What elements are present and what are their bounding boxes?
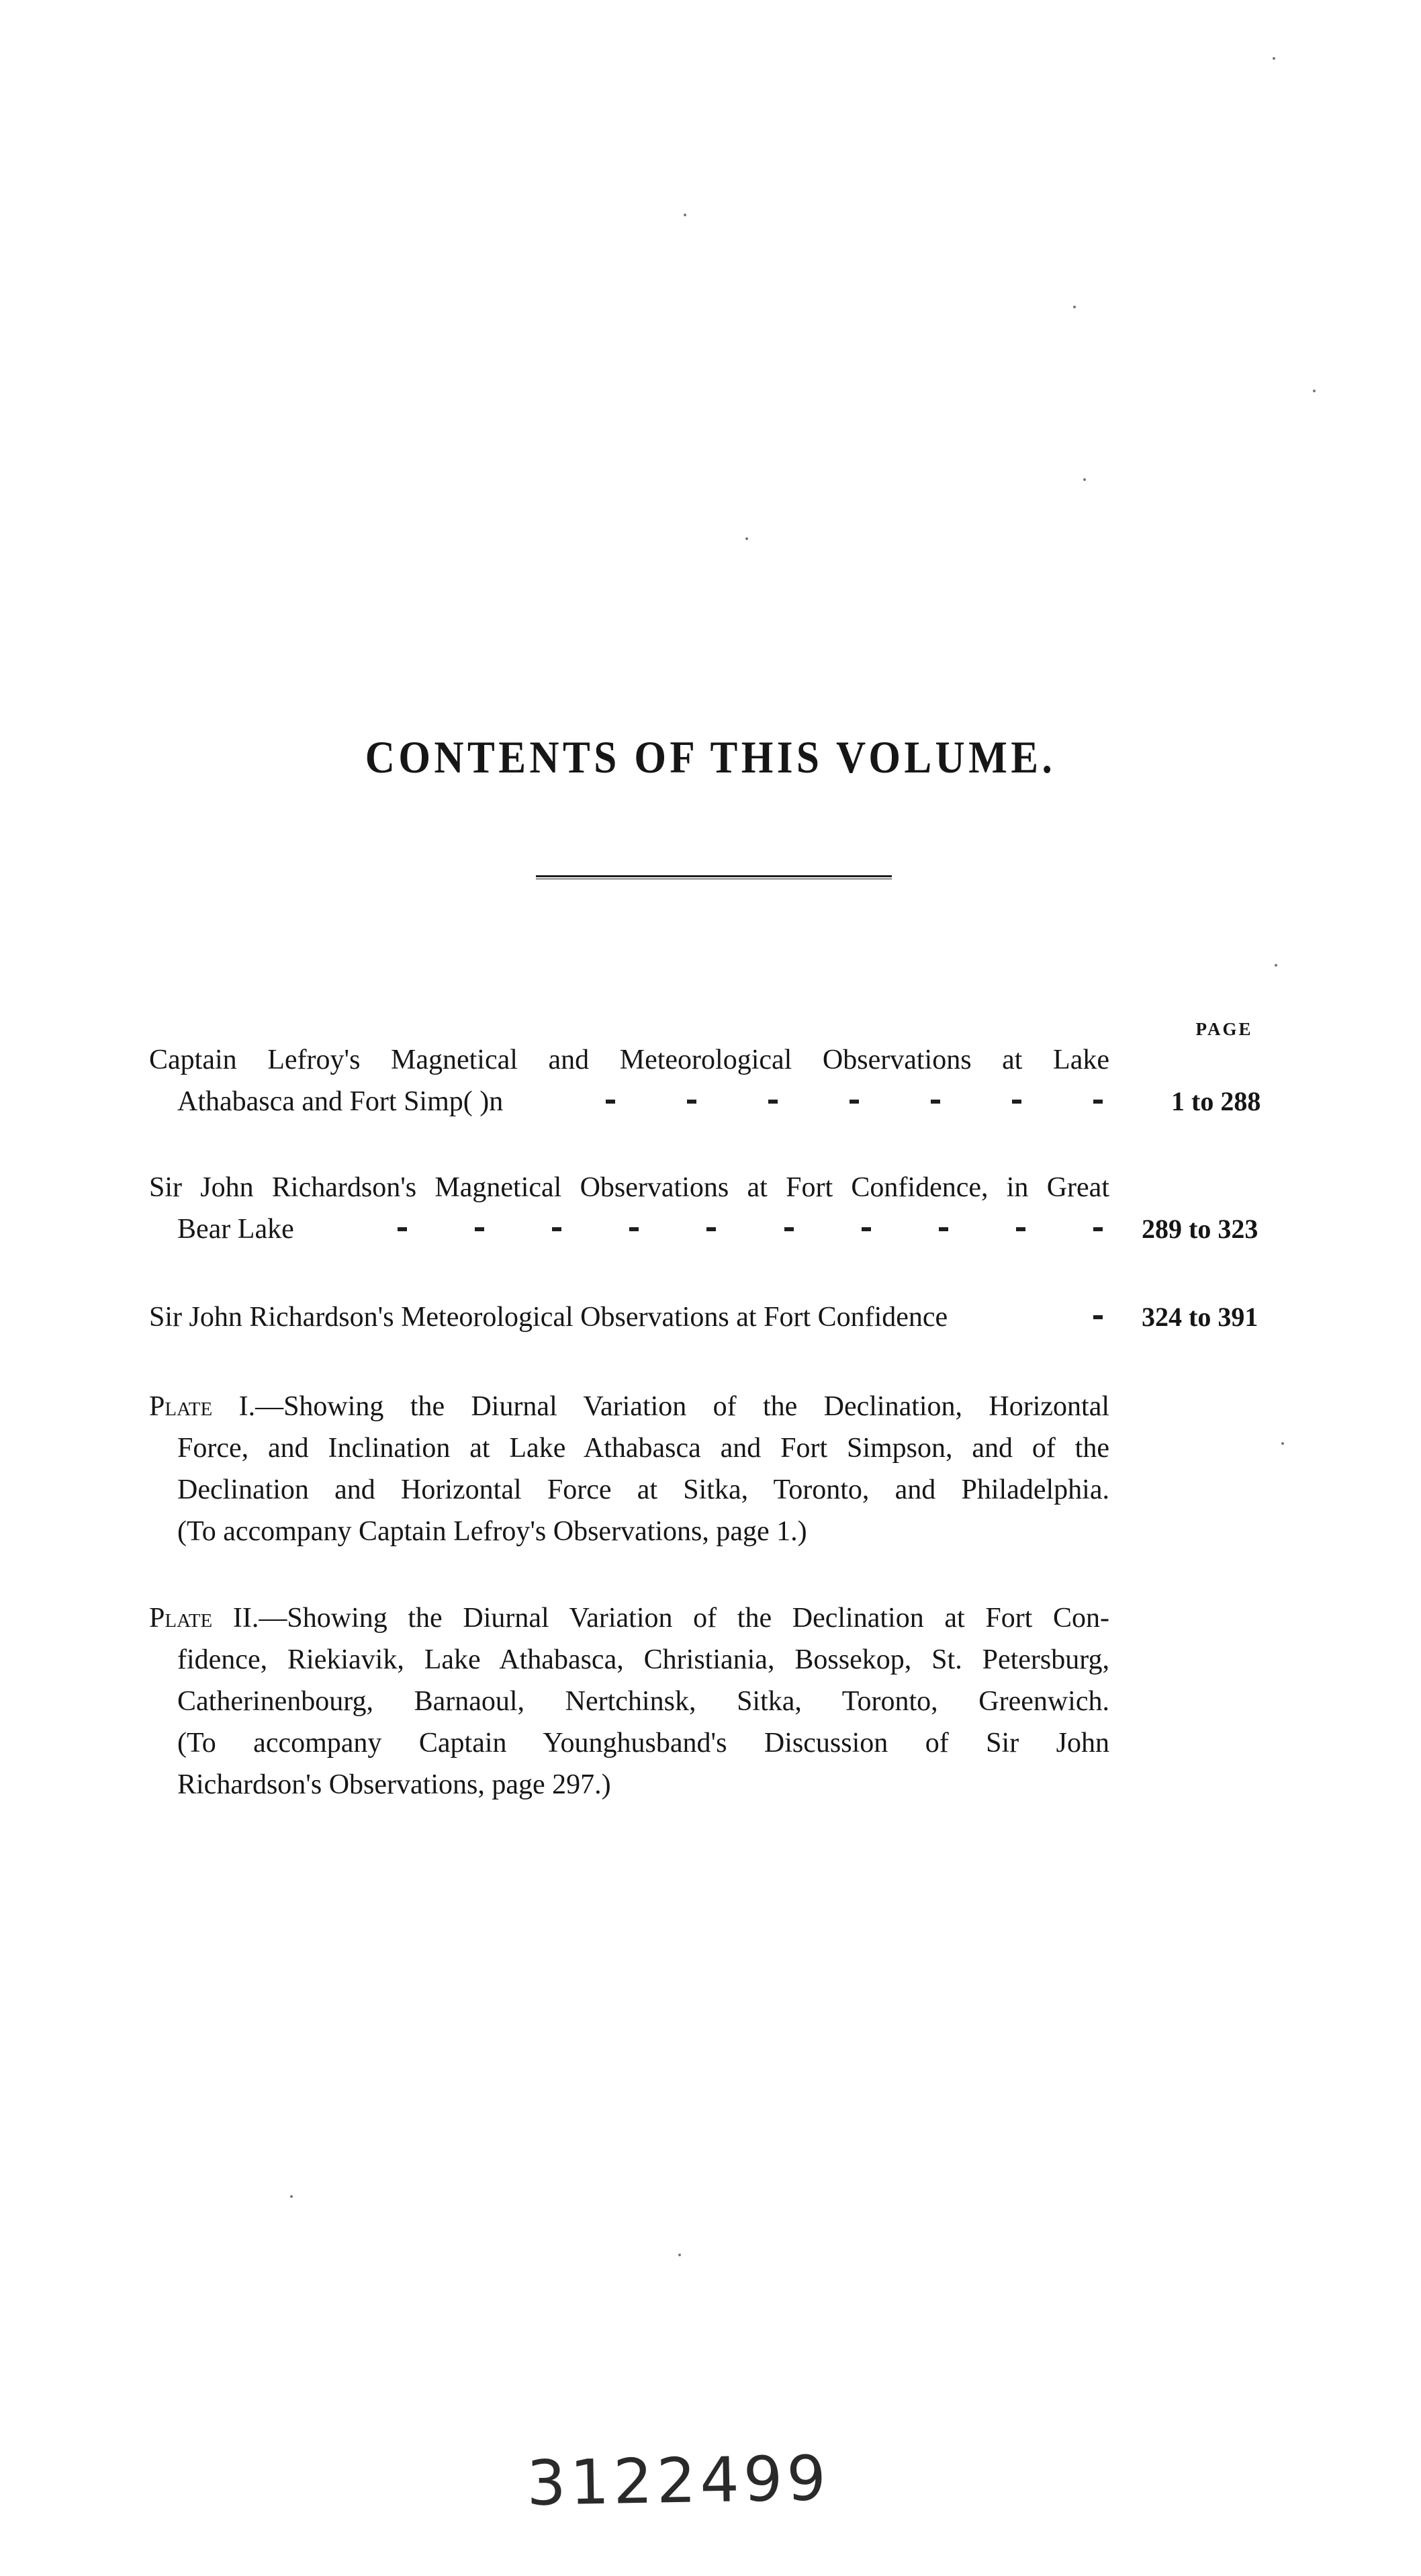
plate-line: Richardson's Observations, page 297.) bbox=[177, 1769, 611, 1800]
leader-dots bbox=[1093, 1296, 1103, 1338]
scan-speck bbox=[678, 2254, 681, 2256]
entry-line bbox=[149, 1167, 1291, 1208]
plate-label: Plate I. bbox=[149, 1391, 256, 1422]
plate-line bbox=[149, 1597, 1109, 1639]
contents-entry bbox=[149, 1296, 1291, 1338]
contents-entry bbox=[149, 1167, 1291, 1250]
plate-line: Catherinenbourg, Barnaoul, Nertchinsk, Sitka, Toronto, Greenwich. bbox=[177, 1686, 1109, 1717]
entry-pages: 324 to 391 bbox=[1142, 1302, 1258, 1332]
scan-speck bbox=[290, 2195, 293, 2198]
plate-line: (To accompany Captain Younghusband's Discussion of Sir John bbox=[177, 1728, 1109, 1759]
plate-text: —Showing the Diurnal Variation of the Declination at Fort Con- bbox=[259, 1603, 1110, 1634]
scan-speck bbox=[684, 214, 686, 216]
plate-line: Declination and Horizontal Force at Sitka, Toronto, and Philadelphia. bbox=[177, 1474, 1109, 1505]
contents-entry bbox=[149, 1039, 1291, 1122]
plate-label: Plate II. bbox=[149, 1603, 259, 1634]
entry-line bbox=[149, 1081, 1291, 1122]
leader-dots bbox=[606, 1081, 1103, 1122]
entry-text-line2: Athabasca and Fort Simp( )n bbox=[177, 1086, 504, 1117]
entry-line bbox=[149, 1208, 1291, 1250]
plate-line bbox=[149, 1386, 1109, 1427]
entry-line bbox=[149, 1039, 1291, 1081]
entry-text-line1: Sir John Richardson's Magnetical Observations at Fort Confidence, in Great bbox=[149, 1172, 1109, 1203]
scan-speck bbox=[1083, 478, 1086, 481]
leader-dots bbox=[398, 1208, 1103, 1250]
plate-entry bbox=[149, 1597, 1109, 1806]
entry-text-line1: Sir John Richardson's Meteorological Observations at Fort Confidence bbox=[149, 1302, 948, 1333]
handwritten-accession-number: 3122499 bbox=[526, 2442, 831, 2520]
plate-line: Force, and Inclination at Lake Athabasca and Fort Simpson, and of the bbox=[177, 1433, 1109, 1464]
title-rule bbox=[536, 875, 892, 879]
entry-pages: 1 to 288 bbox=[1171, 1086, 1261, 1116]
entry-text-line1: Captain Lefroy's Magnetical and Meteorological Observations at Lake bbox=[149, 1045, 1109, 1075]
scan-speck bbox=[1313, 390, 1316, 392]
entry-line bbox=[149, 1296, 1291, 1338]
scan-speck bbox=[1281, 1442, 1284, 1445]
entry-pages: 289 to 323 bbox=[1142, 1214, 1258, 1244]
entry-text-line2: Bear Lake bbox=[177, 1214, 294, 1245]
scan-speck bbox=[1275, 964, 1277, 967]
plate-text: —Showing the Diurnal Variation of the Declination, Horizontal bbox=[255, 1391, 1110, 1422]
scan-speck bbox=[1073, 306, 1076, 308]
plate-line: (To accompany Captain Lefroy's Observations, page 1.) bbox=[177, 1516, 807, 1547]
scan-speck bbox=[1273, 57, 1275, 60]
plate-entry bbox=[149, 1386, 1109, 1552]
page-column-header: PAGE bbox=[1195, 1019, 1253, 1039]
scan-speck bbox=[745, 537, 748, 540]
plate-line: fidence, Riekiavik, Lake Athabasca, Christiania, Bossekop, St. Petersburg, bbox=[177, 1644, 1109, 1675]
page-title: CONTENTS OF THIS VOLUME. bbox=[365, 731, 1056, 783]
